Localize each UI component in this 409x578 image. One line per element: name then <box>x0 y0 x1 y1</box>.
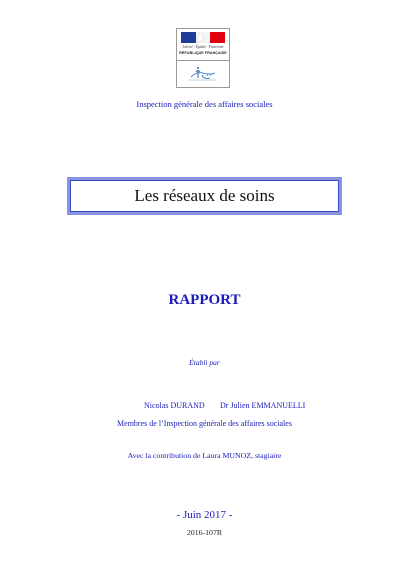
marianne-icon <box>194 32 206 43</box>
document-type: RAPPORT <box>168 292 241 308</box>
contribution-line: Avec la contribution de Laura MUNOZ, stagiaire <box>127 451 282 460</box>
republic-logo <box>177 29 229 61</box>
organization-name: Inspection générale des affaires sociales <box>136 99 273 109</box>
author-name: Dr Julien EMMANUELLI <box>220 401 306 410</box>
republic-label: RÉPUBLIQUE FRANÇAISE <box>179 51 227 55</box>
author-name: Nicolas DURAND <box>144 401 205 410</box>
title-frame <box>67 177 342 215</box>
logo-block <box>176 28 230 88</box>
report-date: - Juin 2017 - <box>176 509 233 521</box>
igas-logo <box>177 61 229 87</box>
republic-motto: Liberté · Égalité · Fraternité <box>182 45 224 49</box>
igas-icon <box>177 61 229 87</box>
document-title: Les réseaux de soins <box>134 186 275 205</box>
established-by-label: Établi par <box>189 358 220 367</box>
report-reference: 2016-107R <box>186 528 223 537</box>
members-line: Membres de l’Inspection générale des affaires sociales <box>117 419 292 428</box>
